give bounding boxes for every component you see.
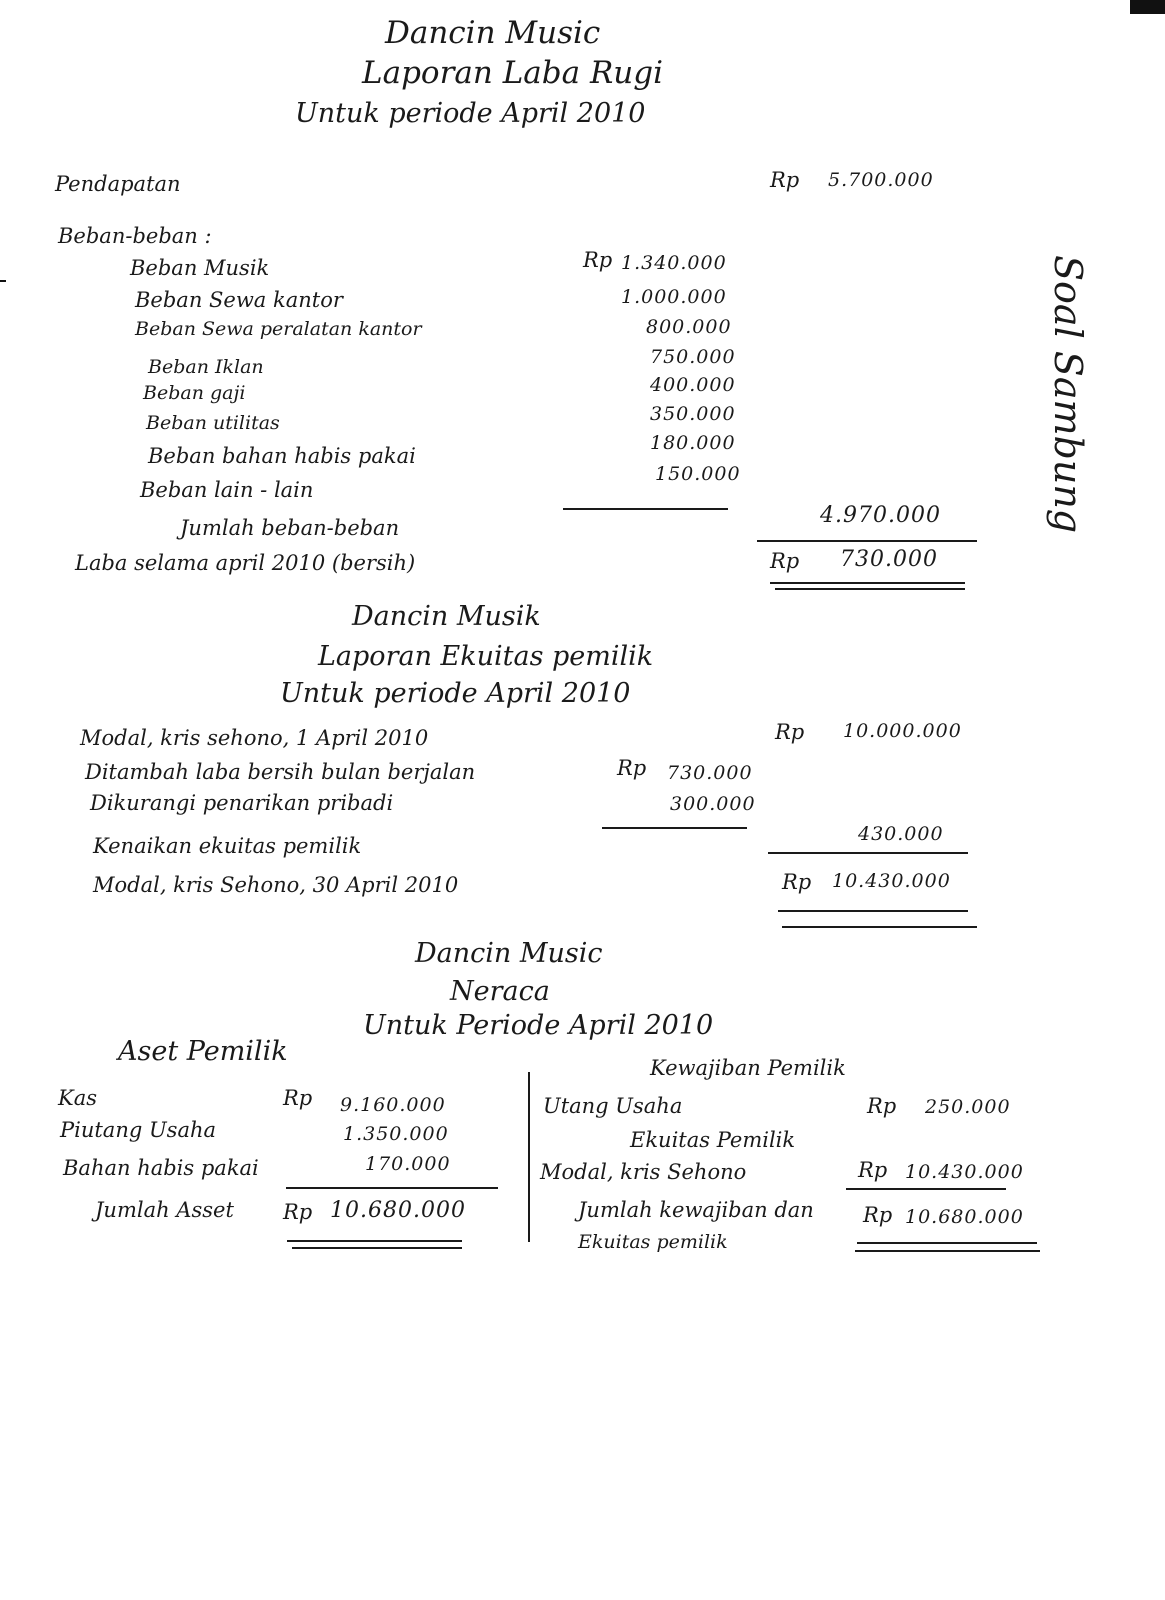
bs-asset-label: Bahan habis pakai [63,1156,259,1180]
lr-expense-amount: 180.000 [650,432,736,454]
scan-corner-mark [1130,0,1165,14]
lr-expense-amount: 750.000 [650,346,736,368]
lr-expense-amount: 1.000.000 [621,286,727,308]
bs-assets-double-2 [292,1247,462,1249]
lr-net-income-amount: 730.000 [840,547,938,572]
lr-revenue-label: Pendapatan [55,172,181,196]
lr-expense-amount: 800.000 [646,316,732,338]
eq-total-rule [768,852,968,854]
lr-company: Dancin Music [385,15,601,51]
lr-subtotal-rule [563,508,728,510]
lr-revenue-amount: 5.700.000 [828,169,934,191]
bs-equity-currency: Rp [858,1158,888,1182]
eq-period: Untuk periode April 2010 [280,678,631,709]
lr-expense-amount: 350.000 [650,403,736,425]
eq-less-label: Dikurangi penarikan pribadi [90,791,394,815]
scan-edge-tick [0,280,6,282]
bs-company: Dancin Music [415,938,603,969]
bs-total-assets-label: Jumlah Asset [95,1198,234,1222]
bs-asset-amount: 1.350.000 [343,1123,449,1145]
bs-total-liab-equity-amount: 10.680.000 [905,1206,1024,1228]
lr-net-income-currency: Rp [770,549,800,573]
bs-column-divider [528,1072,530,1242]
eq-closing-label: Modal, kris Sehono, 30 April 2010 [93,873,459,897]
eq-add-label: Ditambah laba bersih bulan berjalan [85,760,476,784]
lr-expense-label: Beban utilitas [146,412,280,434]
eq-increase-label: Kenaikan ekuitas pemilik [93,834,362,858]
eq-add-currency: Rp [617,756,647,780]
bs-liability-label: Utang Usaha [543,1094,683,1118]
eq-opening-currency: Rp [775,720,805,744]
bs-total-liab-equity-label-2: Ekuitas pemilik [578,1231,728,1253]
side-note-rotated: Soal Sambung [1046,255,1090,534]
lr-expense-label: Beban Iklan [148,356,264,378]
bs-liability-currency: Rp [867,1094,897,1118]
eq-company: Dancin Musik [352,601,541,632]
lr-expenses-header: Beban-beban : [58,224,212,248]
eq-increase-amount: 430.000 [858,823,944,845]
lr-expense-amount: 1.340.000 [621,252,727,274]
eq-double-underline-2 [782,926,977,928]
lr-expense-label: Beban bahan habis pakai [148,444,416,468]
bs-total-assets-amount: 10.680.000 [330,1198,466,1223]
eq-add-amount: 730.000 [667,762,753,784]
eq-subtotal-rule [602,827,747,829]
bs-total-assets-currency: Rp [283,1200,313,1224]
lr-expense-label: Beban lain - lain [140,478,314,502]
bs-equity-rule [846,1188,1006,1190]
eq-less-amount: 300.000 [670,793,756,815]
bs-asset-amount: 9.160.000 [340,1094,446,1116]
bs-total-liab-equity-currency: Rp [863,1203,893,1227]
lr-revenue-currency: Rp [770,168,800,192]
lr-double-underline-1 [770,582,965,584]
lr-period: Untuk periode April 2010 [295,98,646,129]
bs-period: Untuk Periode April 2010 [363,1010,714,1041]
bs-asset-label: Kas [58,1086,97,1110]
bs-total-double-1 [857,1242,1037,1244]
bs-equity-label: Modal, kris Sehono [540,1160,747,1184]
bs-assets-rule [286,1187,498,1189]
lr-expense-label: Beban Sewa peralatan kantor [135,318,422,340]
eq-double-underline-1 [778,910,968,912]
bs-asset-currency: Rp [283,1086,313,1110]
lr-expense-amount: 400.000 [650,374,736,396]
bs-liability-amount: 250.000 [925,1096,1011,1118]
eq-opening-amount: 10.000.000 [843,720,962,742]
bs-asset-amount: 170.000 [365,1153,451,1175]
eq-title: Laporan Ekuitas pemilik [318,641,654,672]
bs-assets-double-1 [287,1240,462,1242]
lr-title: Laporan Laba Rugi [362,55,664,91]
bs-equity-header: Ekuitas Pemilik [630,1128,796,1152]
bs-equity-amount: 10.430.000 [905,1161,1024,1183]
lr-net-income-label: Laba selama april 2010 (bersih) [75,551,416,575]
bs-total-liab-equity-label-1: Jumlah kewajiban dan [578,1198,814,1222]
lr-expense-amount: 150.000 [655,463,741,485]
lr-expense-label: Beban gaji [143,382,246,404]
lr-double-underline-2 [775,588,965,590]
eq-closing-amount: 10.430.000 [832,870,951,892]
bs-total-double-2 [855,1250,1040,1252]
bs-liabilities-header: Kewajiban Pemilik [650,1056,846,1080]
eq-opening-label: Modal, kris sehono, 1 April 2010 [80,726,429,750]
bs-asset-label: Piutang Usaha [60,1118,217,1142]
bs-title: Neraca [450,976,550,1007]
lr-total-rule [757,540,977,542]
lr-total-expenses-amount: 4.970.000 [820,503,941,528]
lr-total-expenses-label: Jumlah beban-beban [180,516,400,540]
eq-closing-currency: Rp [782,870,812,894]
lr-expense-currency: Rp [583,248,613,272]
lr-expense-label: Beban Musik [130,256,270,280]
lr-expense-label: Beban Sewa kantor [135,288,343,312]
bs-assets-header: Aset Pemilik [118,1036,288,1067]
